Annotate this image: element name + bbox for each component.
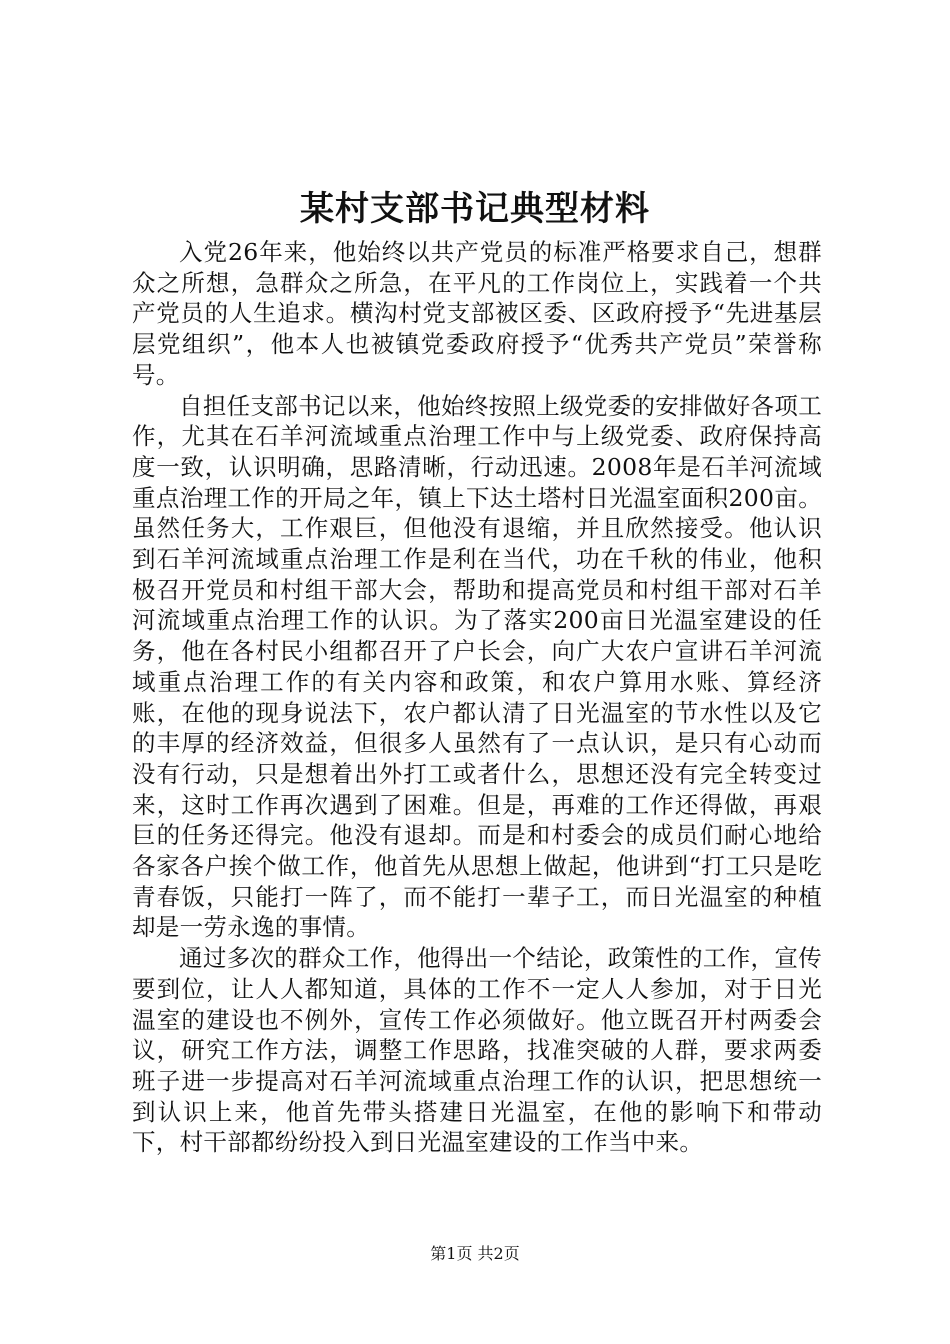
- page-footer: 第1页 共2页: [430, 1244, 520, 1263]
- paragraph-1: 入党26年来，他始终以共产党员的标准严格要求自己，想群众之所想，急群众之所急，在平凡的工作岗位上，实践着一个共产党员的人生追求。横沟村党支部被区委、区政府授予“先进基层层党组织”，他本人也被镇党委政府授予“优秀共产党员”荣誉称号。: [132, 238, 822, 389]
- document-title: 某村支部书记典型材料: [300, 189, 650, 229]
- paragraph-3: 通过多次的群众工作，他得出一个结论，政策性的工作，宣传要到位，让人人都知道，具体的工作不一定人人参加，对于日光温室的建设也不例外，宣传工作必须做好。他立既召开村两委会议，研究工作方法，调整工作思路，找准突破的人群，要求两委班子进一步提高对石羊河流域重点治理工作的认识，把思想统一到认识上来，他首先带头搭建日光温室，在他的影响下和带动下，村干部都纷纷投入到日光温室建设的工作当中来。: [132, 944, 822, 1157]
- document-body: [132, 237, 822, 1158]
- paragraph-2: 自担任支部书记以来，他始终按照上级党委的安排做好各项工作，尤其在石羊河流域重点治理工作中与上级党委、政府保持高度一致，认识明确，思路清晰，行动迅速。2008年是石羊河流域重点治理工作的开局之年，镇上下达土塔村日光温室面积200亩。虽然任务大，工作艰巨，但他没有退缩，并且欣然接受。他认识到石羊河流域重点治理工作是利在当代，功在千秋的伟业，他积极召开党员和村组干部大会，帮助和提高党员和村组干部对石羊河流域重点治理工作的认识。为了落实200亩日光温室建设的任务，他在各村民小组都召开了户长会，向广大农户宣讲石羊河流域重点治理工作的有关内容和政策，和农户算用水账、算经济账，在他的现身说法下，农户都认清了日光温室的节水性以及它的丰厚的经济效益，但很多人虽然有了一点认识，是只有心动而没有行动，只是想着出外打工或者什么，思想还没有完全转变过来，这时工作再次遇到了困难。但是，再难的工作还得做，再艰巨的任务还得完。他没有退却。而是和村委会的成员们耐心地给各家各户挨个做工作，他首先从思想上做起，他讲到“打工只是吃青春饭，只能打一阵了，而不能打一辈子工，而日光温室的种植却是一劳永逸的事情。: [132, 391, 822, 942]
